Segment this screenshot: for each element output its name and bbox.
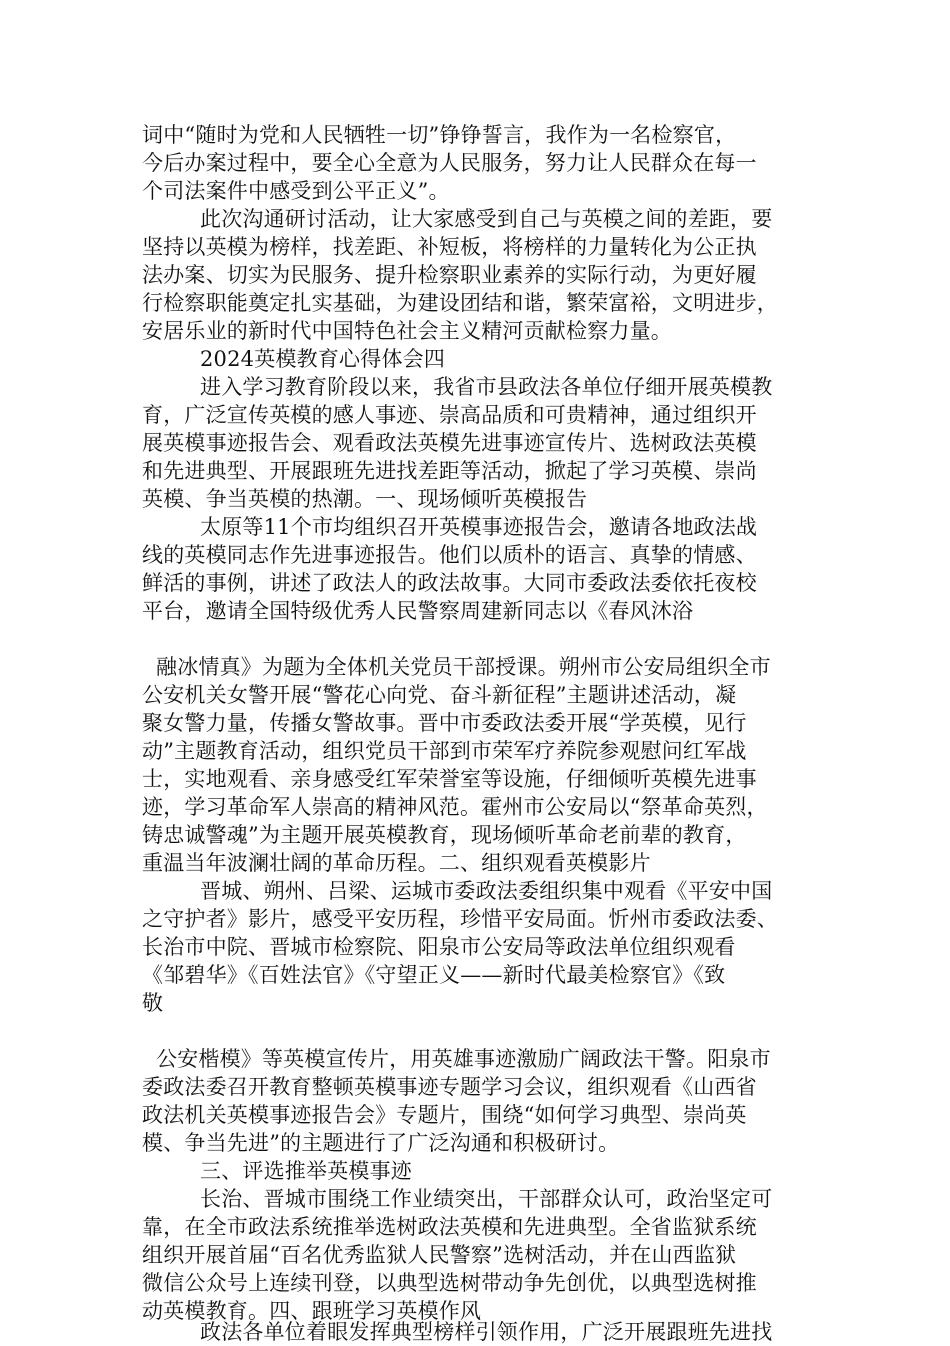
text-line: 平台，邀请全国特级优秀人民警察周建新同志以《春风沐浴 <box>142 599 694 623</box>
text-line: 动”主题教育活动，组织党员干部到市荣军疗养院参观慰问红军战 <box>142 739 747 763</box>
text-line: 组织开展首届“百名优秀监狱人民警察”选树活动，并在山西监狱 <box>142 1243 737 1267</box>
text-line: 进入学习教育阶段以来，我省市县政法各单位仔细开展英模教 <box>200 375 773 399</box>
text-line: 迹，学习革命军人崇高的精神风范。霍州市公安局以“祭革命英烈， <box>142 795 768 819</box>
text-line: 微信公众号上连续刊登，以典型选树带动争先创优，以典型选树推 <box>142 1271 757 1295</box>
text-line: 政法各单位着眼发挥典型榜样引领作用，广泛开展跟班先进找 <box>200 1320 773 1344</box>
section-heading: 三、评选推举英模事迹 <box>200 1159 412 1183</box>
text-line: 靠，在全市政法系统推举选树政法英模和先进典型。全省监狱系统 <box>142 1215 757 1239</box>
text-line: 长治、晋城市围绕工作业绩突出，干部群众认可，政治坚定可 <box>200 1187 773 1211</box>
text-line: 敬 <box>142 991 164 1015</box>
text-line: 模、争当先进”的主题进行了广泛沟通和积极研讨。 <box>142 1131 620 1155</box>
text-line: 公安楷模》等英模宣传片，用英雄事迹激励广阔政法干警。阳泉市 <box>156 1047 771 1071</box>
section-heading: 2024英模教育心得体会四 <box>200 347 446 371</box>
text-line: 之守护者》影片，感受平安历程，珍惜平安局面。忻州市委政法委、 <box>142 907 778 931</box>
text-line: 个司法案件中感受到公平正义”。 <box>142 179 450 203</box>
text-line: 今后办案过程中，要全心全意为人民服务，努力让人民群众在每一 <box>142 151 757 175</box>
text-line: 《邹碧华》《百姓法官》《守望正义——新时代最美检察官》《致 <box>142 963 726 987</box>
text-line: 线的英模同志作先进事迹报告。他们以质朴的语言、真挚的情感、 <box>142 543 757 567</box>
text-line: 育，广泛宣传英模的感人事迹、崇高品质和可贵精神，通过组织开 <box>142 403 757 427</box>
text-line: 法办案、切实为民服务、提升检察职业素养的实际行动，为更好履 <box>142 263 757 287</box>
text-line: 政法机关英模事迹报告会》专题片，围绕“如何学习典型、崇尚英 <box>142 1103 747 1127</box>
text-line: 铸忠诚警魂”为主题开展英模教育，现场倾听革命老前辈的教育， <box>142 823 747 847</box>
text-line: 词中“随时为党和人民牺牲一切”铮铮誓言，我作为一名检察官， <box>142 123 737 147</box>
text-line: 展英模事迹报告会、观看政法英模先进事迹宣传片、选树政法英模 <box>142 431 757 455</box>
text-line: 行检察职能奠定扎实基础，为建设团结和谐，繁荣富裕，文明进步， <box>142 291 778 315</box>
text-line: 坚持以英模为榜样，找差距、补短板，将榜样的力量转化为公正执 <box>142 235 757 259</box>
text-line: 聚女警力量，传播女警故事。晋中市委政法委开展“学英模，见行 <box>142 711 747 735</box>
text-line: 融冰情真》为题为全体机关党员干部授课。朔州市公安局组织全市 <box>156 655 771 679</box>
text-line: 晋城、朔州、吕梁、运城市委政法委组织集中观看《平安中国 <box>200 879 773 903</box>
text-line: 鲜活的事例，讲述了政法人的政法故事。大同市委政法委依托夜校 <box>142 571 757 595</box>
text-line: 士，实地观看、亲身感受红军荣誉室等设施，仔细倾听英模先进事 <box>142 767 757 791</box>
text-line: 和先进典型、开展跟班先进找差距等活动，掀起了学习英模、崇尚 <box>142 459 757 483</box>
text-line: 太原等11个市均组织召开英模事迹报告会，邀请各地政法战 <box>200 515 758 539</box>
text-line: 长治市中院、晋城市检察院、阳泉市公安局等政法单位组织观看 <box>142 935 736 959</box>
text-line: 公安机关女警开展“警花心向党、奋斗新征程”主题讲述活动，凝 <box>142 683 737 707</box>
text-line: 英模、争当英模的热潮。一、现场倾听英模报告 <box>142 487 588 511</box>
text-line: 动英模教育。四、跟班学习英模作风 <box>142 1299 482 1323</box>
text-line: 委政法委召开教育整顿英模事迹专题学习会议，组织观看《山西省 <box>142 1075 757 1099</box>
text-line: 此次沟通研讨活动，让大家感受到自己与英模之间的差距，要 <box>200 207 773 231</box>
text-line: 安居乐业的新时代中国特色社会主义精河贡献检察力量。 <box>142 319 672 343</box>
text-line: 重温当年波澜壮阔的革命历程。二、组织观看英模影片 <box>142 851 651 875</box>
